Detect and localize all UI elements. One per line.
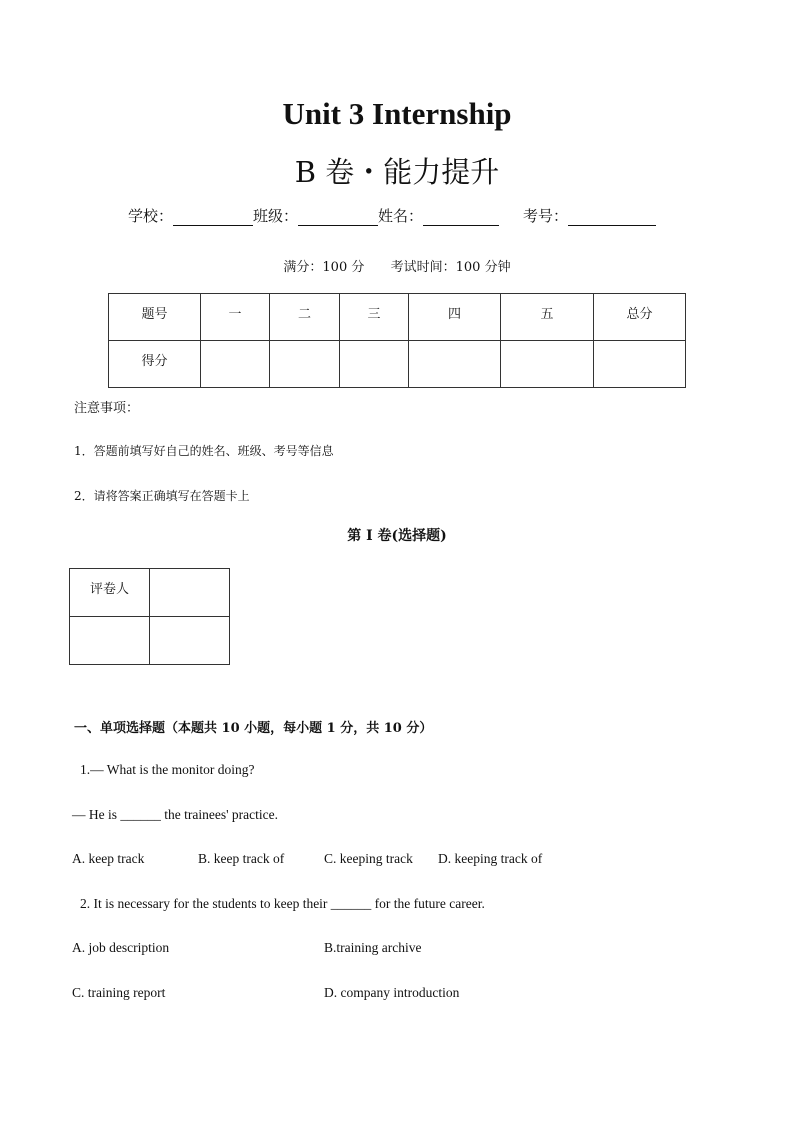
grader-cell[interactable]: [150, 617, 230, 665]
note-item: 1．答题前填写好自己的姓名、班级、考号等信息: [74, 444, 334, 458]
note-item: 2．请将答案正确填写在答题卡上: [74, 489, 250, 503]
option-a[interactable]: A. keep track: [72, 851, 145, 866]
score-table-header-row: [109, 294, 686, 341]
page-subtitle: B 卷・能力提升: [294, 155, 500, 189]
option-c[interactable]: C. training report: [72, 985, 166, 1000]
option-b[interactable]: B.training archive: [324, 940, 422, 955]
option-d[interactable]: D. keeping track of: [438, 851, 543, 866]
class-label: 班级：: [253, 207, 299, 225]
page-title: Unit 3 Internship: [282, 96, 512, 131]
class-blank[interactable]: [298, 207, 378, 226]
option-a[interactable]: A. job description: [72, 940, 170, 955]
option-d[interactable]: D. company introduction: [324, 985, 460, 1000]
question-stem: 2. It is necessary for the students to keep their ______ for the future career.: [80, 896, 485, 911]
score-header-cell: 题号: [109, 294, 201, 341]
score-header-cell: 二: [270, 294, 340, 341]
exam-no-blank[interactable]: [568, 207, 656, 226]
exam-meta: [0, 256, 794, 275]
score-row-label: 得分: [109, 341, 201, 388]
name-blank[interactable]: [423, 207, 499, 226]
score-header-cell: 五: [501, 294, 594, 341]
notes-title: 注意事项：: [74, 401, 140, 416]
question-stem: — He is ______ the trainees' practice.: [72, 807, 278, 822]
score-cell[interactable]: [594, 341, 686, 388]
score-table: [108, 293, 686, 388]
school-label: 学校：: [128, 207, 174, 225]
grader-label: 评卷人: [70, 569, 150, 617]
name-label: 姓名：: [378, 207, 424, 225]
score-header-cell: 总分: [594, 294, 686, 341]
grader-cell[interactable]: [150, 569, 230, 617]
part1-heading: 一、单项选择题（本题共 10 小题，每小题 1 分，共 10 分）: [74, 721, 433, 736]
score-cell[interactable]: [340, 341, 409, 388]
grader-cell[interactable]: [70, 617, 150, 665]
score-cell[interactable]: [409, 341, 501, 388]
exam-no-label: 考号：: [523, 207, 569, 225]
full-score: 满分：100 分: [283, 260, 365, 275]
question-stem: 1.— What is the monitor doing?: [80, 762, 255, 777]
score-cell[interactable]: [201, 341, 270, 388]
score-table-score-row: [109, 341, 686, 388]
score-header-cell: 一: [201, 294, 270, 341]
score-header-cell: 四: [409, 294, 501, 341]
score-header-cell: 三: [340, 294, 409, 341]
option-b[interactable]: B. keep track of: [198, 851, 285, 866]
score-cell[interactable]: [270, 341, 340, 388]
school-blank[interactable]: [173, 207, 253, 226]
section-title: 第 I 卷(选择题): [347, 528, 447, 544]
score-cell[interactable]: [501, 341, 594, 388]
grader-table: [69, 568, 230, 665]
option-c[interactable]: C. keeping track: [324, 851, 413, 866]
exam-time: 考试时间：100 分钟: [390, 260, 511, 275]
student-info-line: [128, 205, 656, 226]
